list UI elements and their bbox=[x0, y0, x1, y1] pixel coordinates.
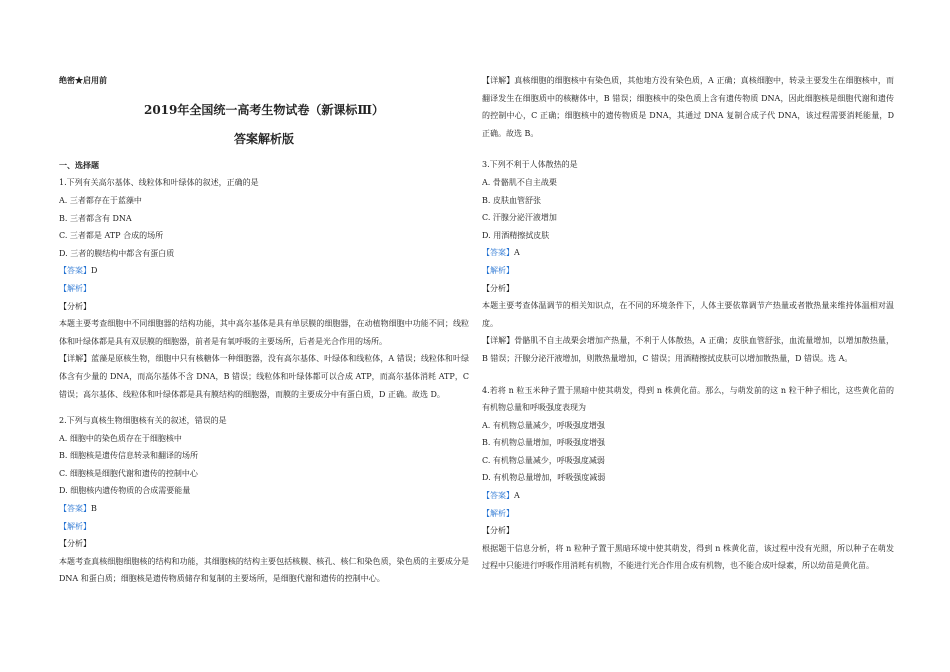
question-4-option-d: D. 有机物总量增加，呼吸强度减弱 bbox=[482, 473, 606, 483]
question-3-detail: 【详解】骨骼肌不自主战栗会增加产热量，不利于人体散热，A 正确；皮肤血管舒张，血流量增加，以增加散热量，B 错误；汗腺分泌汗液增加，则散热量增加，C 错误；用酒精擦拭皮肤可以增加散热量，D 错误。选 A。 bbox=[482, 336, 894, 363]
answer-tag: 【答案】 bbox=[482, 248, 514, 258]
question-1-option-c: C. 三者都是 ATP 合成的场所 bbox=[59, 231, 164, 241]
question-2-analysis-tag: 【解析】 bbox=[59, 521, 91, 531]
question-4-fenxi-tag: 【分析】 bbox=[482, 526, 514, 536]
question-3-option-b: B. 皮肤血管舒张 bbox=[482, 195, 541, 205]
question-1-option-a: A. 三者都存在于蓝藻中 bbox=[59, 195, 142, 205]
question-2-option-c: C. 细胞核是细胞代谢和遗传的控制中心 bbox=[59, 468, 198, 478]
question-4-fenxi: 根据题干信息分析，将 n 粒种子置于黑暗环境中使其萌发，得到 n 株黄化苗，该过程中没有光照，所以种子在萌发过程中只能进行呼吸作用消耗有机物，不能进行光合作用合成有机物，也不能合成叶绿素，所以幼苗是黄化苗。 bbox=[482, 543, 894, 571]
question-3-option-a: A. 骨骼肌不自主战栗 bbox=[482, 177, 557, 187]
question-3-option-c: C. 汗腺分泌汗液增加 bbox=[482, 213, 557, 223]
question-2-fenxi: 本题考查真核细胞细胞核的结构和功能，其细胞核的结构主要包括核膜、核孔、核仁和染色质，染色质的主要成分是 DNA 和蛋白质；细胞核是遗传物质储存和复制的主要场所，是细胞代谢和遗传的控制中心。 bbox=[59, 556, 469, 584]
answer-value: B bbox=[91, 504, 97, 514]
question-4-option-a: A. 有机物总量减少，呼吸强度增强 bbox=[482, 420, 605, 430]
question-2-option-d: D. 细胞核内遗传物质的合成需要能量 bbox=[59, 486, 191, 496]
question-2-option-b: B. 细胞核是遗传信息转录和翻译的场所 bbox=[59, 451, 198, 461]
question-2-fenxi-tag: 【分析】 bbox=[59, 539, 91, 549]
question-2-stem: 2.下列与真核生物细胞核有关的叙述，错误的是 bbox=[59, 416, 227, 426]
question-1-answer bbox=[59, 262, 469, 280]
question-4-option-c: C. 有机物总量减少，呼吸强度减弱 bbox=[482, 455, 605, 465]
question-1-option-b: B. 三者都含有 DNA bbox=[59, 213, 132, 223]
right-column bbox=[482, 72, 894, 575]
section-heading: 一、选择题 bbox=[59, 159, 99, 170]
question-3-answer bbox=[482, 244, 894, 262]
question-3-option-d: D. 用酒精擦拭皮肤 bbox=[482, 230, 550, 240]
question-3-analysis-tag: 【解析】 bbox=[482, 265, 514, 275]
question-1-fenxi: 本题主要考查细胞中不同细胞器的结构功能，其中高尔基体是具有单层膜的细胞器，在动植物细胞中功能不同；线粒体和叶绿体都是具有双层膜的细胞器，前者是有氧呼吸的主要场所，后者是光合作用的场所。 bbox=[59, 319, 469, 346]
left-column bbox=[59, 72, 469, 588]
question-1-analysis-tag: 【解析】 bbox=[59, 283, 91, 293]
question-2-detail: 【详解】真核细胞的细胞核中有染色质，其他地方没有染色质，A 正确；真核细胞中，转录主要发生在细胞核中，而翻译发生在细胞质中的核糖体中，B 错误；细胞核中的染色质上含有遗传物质 DNA，因此细胞核是细胞代谢和遗传的控制中心，C 正确；细胞核中的遗传物质是 DNA，其通过 DNA 复制合成子代 DNA，该过程需要消耗能量，D 正确。故选 B。 bbox=[482, 76, 894, 138]
answer-tag: 【答案】 bbox=[59, 504, 91, 514]
answer-value: A bbox=[514, 491, 520, 501]
question-4-stem: 4.若将 n 粒玉米种子置于黑暗中使其萌发，得到 n 株黄化苗。那么，与萌发前的这 n 粒干种子相比，这些黄化苗的有机物总量和呼吸强度表现为 bbox=[482, 385, 894, 413]
question-3-stem: 3.下列不利于人体散热的是 bbox=[482, 160, 578, 170]
page-title: 2019年全国统一高考生物试卷（新课标Ⅲ） bbox=[143, 102, 384, 117]
secret-mark: 绝密★启用前 bbox=[59, 75, 107, 85]
question-2-option-a: A. 细胞中的染色质存在于细胞核中 bbox=[59, 433, 182, 443]
question-4-option-b: B. 有机物总量增加，呼吸强度增强 bbox=[482, 438, 605, 448]
question-1-fenxi-tag: 【分析】 bbox=[59, 301, 91, 311]
question-1-detail: 【详解】蓝藻是原核生物，细胞中只有核糖体一种细胞器，没有高尔基体、叶绿体和线粒体，A 错误；线粒体和叶绿体含有少量的 DNA，而高尔基体不含 DNA，B 错误；线粒体和叶绿体都可以合成 ATP，而高尔基体消耗 ATP，C 错误；高尔基体、线粒体和叶绿体都是具有膜结构的细胞器，而膜的主要成分中有蛋白质，D 正确。故选 D。 bbox=[59, 354, 469, 399]
question-4-answer bbox=[482, 487, 894, 505]
question-1-stem: 1.下列有关高尔基体、线粒体和叶绿体的叙述，正确的是 bbox=[59, 178, 259, 188]
page-subtitle: 答案解析版 bbox=[233, 132, 294, 147]
question-3-fenxi: 本题主要考查体温调节的相关知识点，在不同的环境条件下，人体主要依靠调节产热量或者散热量来维持体温相对温度。 bbox=[482, 301, 894, 328]
question-1-option-d: D. 三者的膜结构中都含有蛋白质 bbox=[59, 248, 175, 258]
answer-value: D bbox=[91, 266, 98, 276]
answer-tag: 【答案】 bbox=[482, 491, 514, 501]
question-4-analysis-tag: 【解析】 bbox=[482, 508, 514, 518]
answer-tag: 【答案】 bbox=[59, 266, 91, 276]
answer-value: A bbox=[514, 248, 520, 258]
question-2-answer bbox=[59, 500, 469, 518]
question-3-fenxi-tag: 【分析】 bbox=[482, 283, 514, 293]
